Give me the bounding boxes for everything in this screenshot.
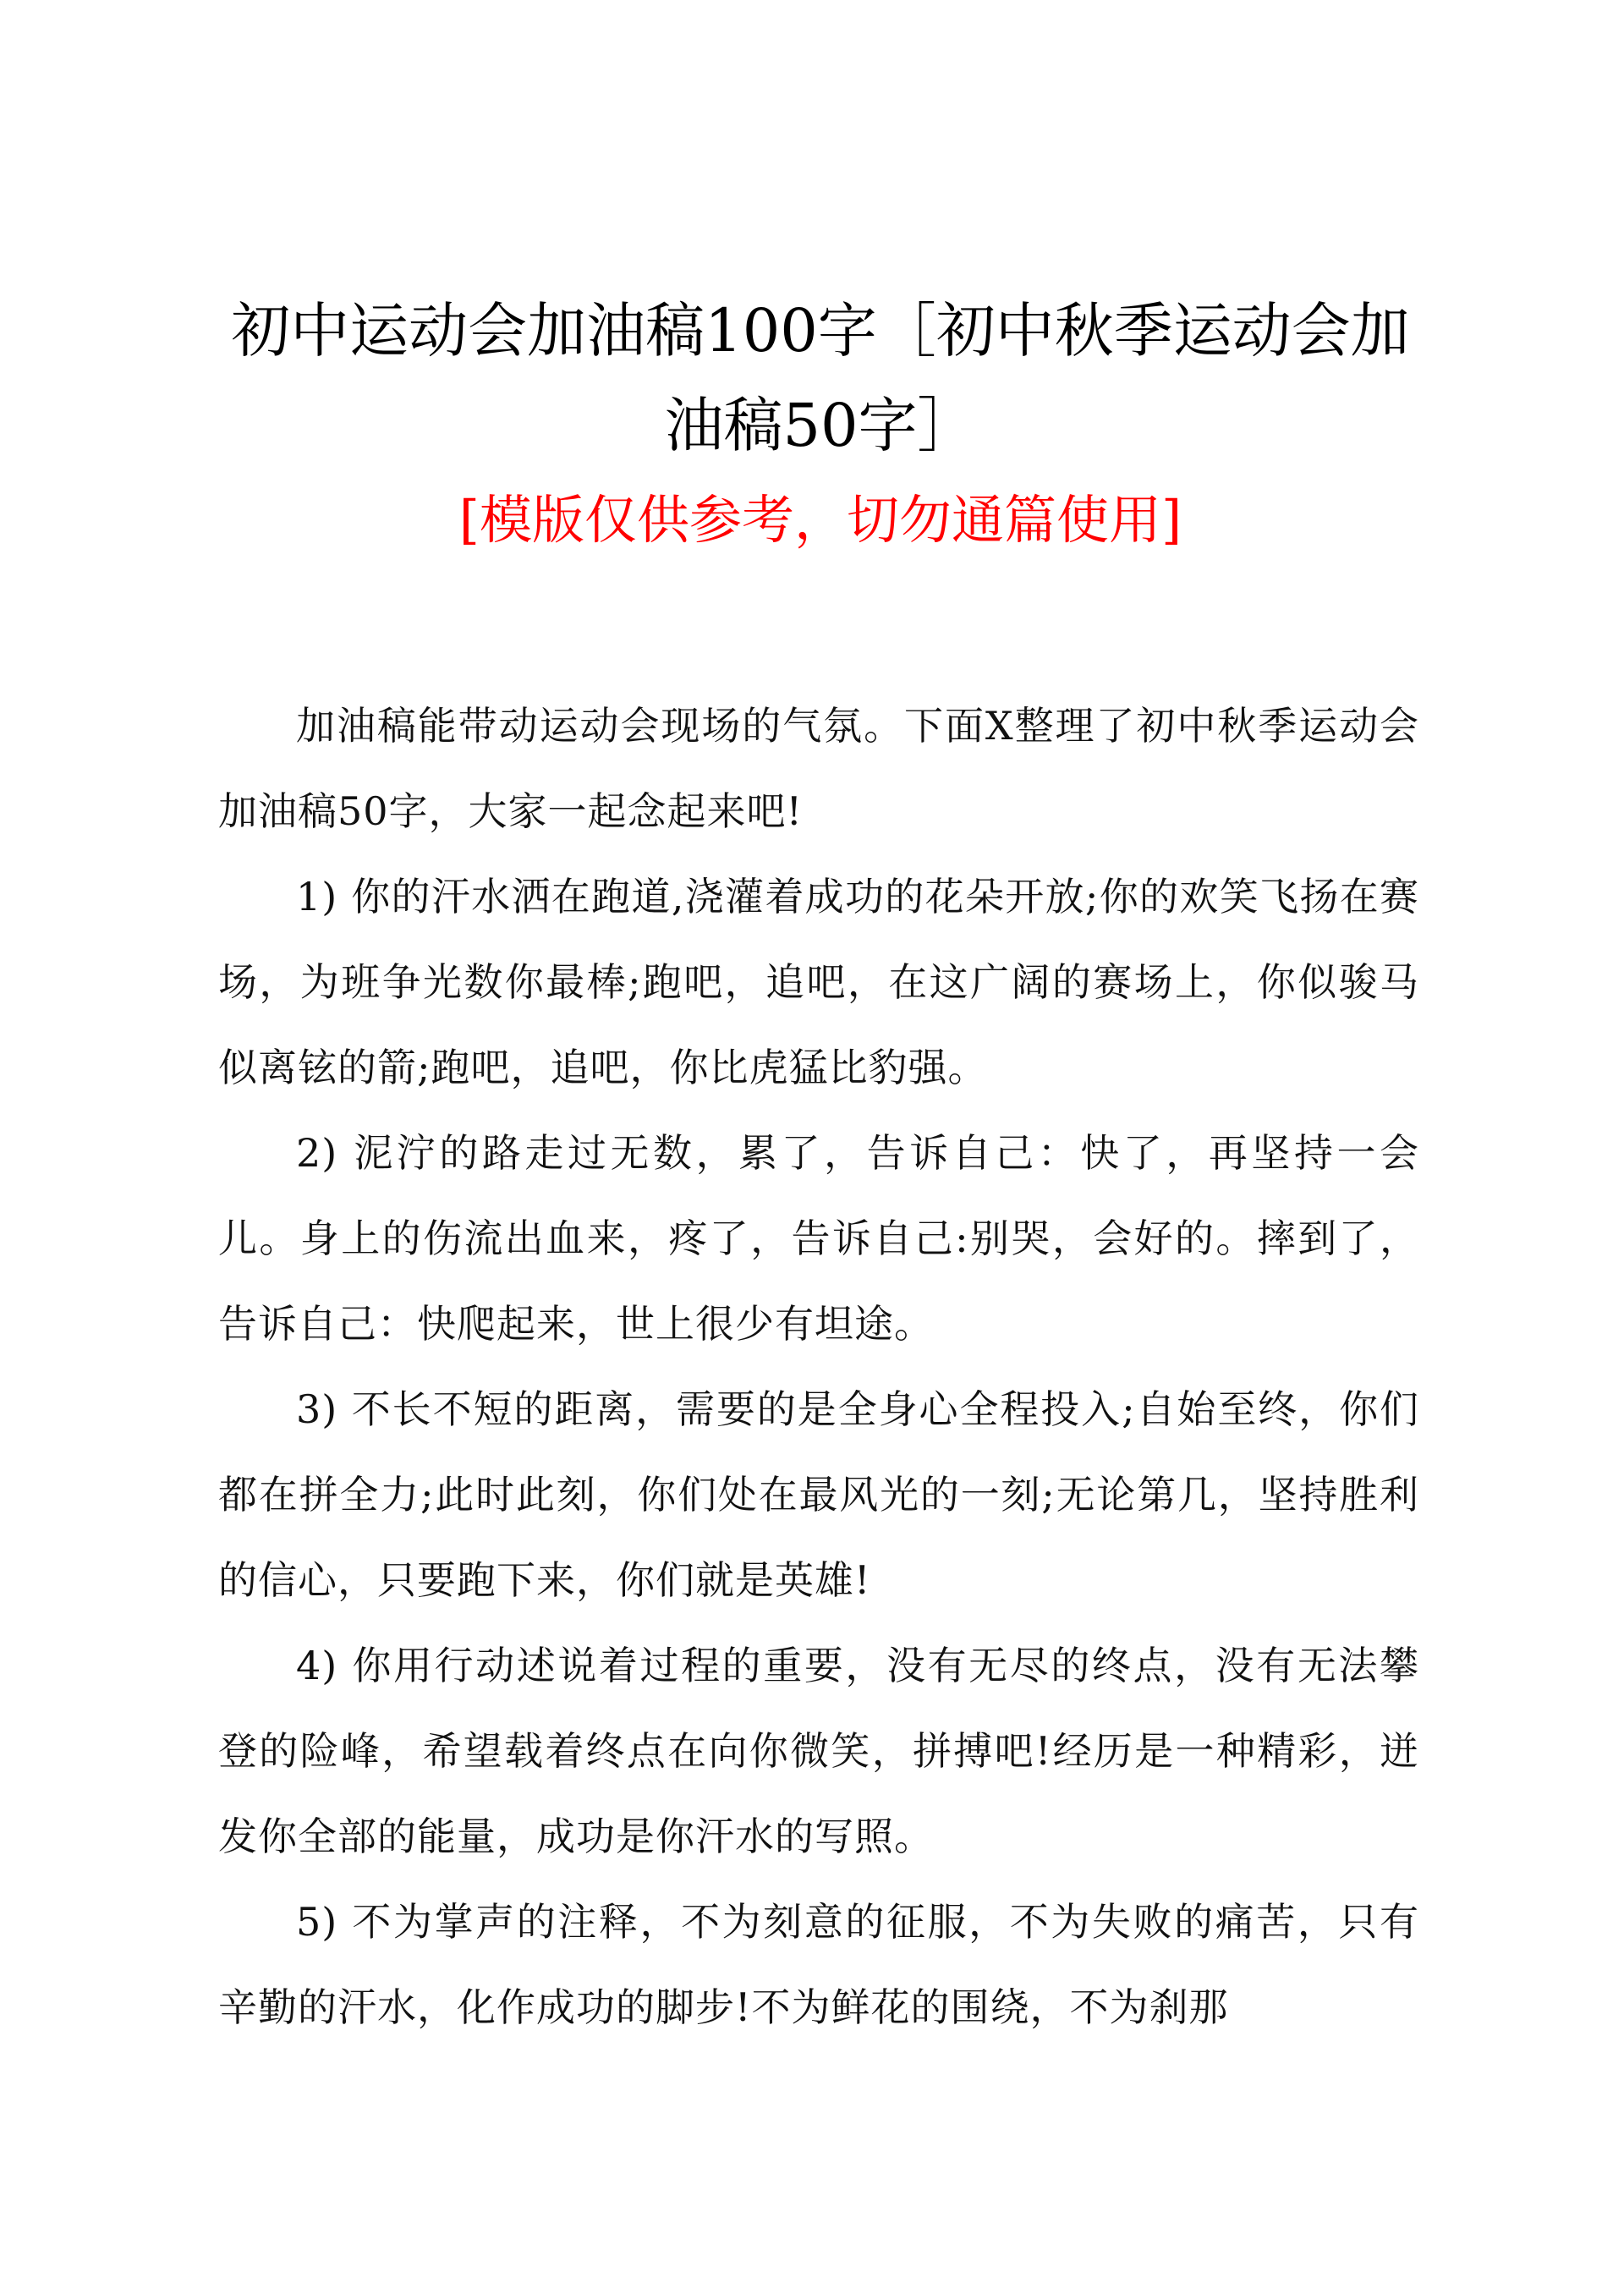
cheer-paragraph-3: 3) 不长不短的距离，需要的是全身心全程投入;自始至终，你们都在拼全力;此时此刻，你们处在最风光的一刻;无论第几，坚持胜利的信心，只要跑下来，你们就是英雄!	[218, 1386, 1419, 1603]
document-body	[218, 683, 1419, 2050]
cheer-paragraph-1: 1) 你的汗水洒在跑道,浇灌着成功的花朵开放;你的欢笑飞扬在赛场，为班争光数你最棒;跑吧，追吧，在这广阔的赛场上，你似骏马似离铉的箭;跑吧，追吧，你比虎猛比豹强。	[218, 874, 1419, 1090]
intro-paragraph: 加油稿能带动运动会现场的气氛。下面X整理了初中秋季运动会加油稿50字，大家一起念起来吧!	[218, 703, 1419, 834]
document-title: 初中运动会加油稿100字［初中秋季运动会加油稿50字］	[231, 296, 1410, 460]
cheer-paragraph-4: 4) 你用行动述说着过程的重要，没有无尽的终点，没有无法攀登的险峰，希望载着终点在向你微笑，拼搏吧!经历是一种精彩，迸发你全部的能量，成功是你汗水的写照。	[218, 1643, 1419, 1859]
template-notice: [模版仅供参考，切勿通篇使用]	[458, 489, 1182, 551]
cheer-paragraph-2: 2) 泥泞的路走过无数，累了，告诉自己：快了，再坚持一会儿。身上的伤流出血来，疼了，告诉自己:别哭，会好的。摔到了，告诉自己：快爬起来，世上很少有坦途。	[218, 1130, 1419, 1347]
cheer-paragraph-5: 5) 不为掌声的注释，不为刻意的征服，不为失败的痛苦，只有辛勤的汗水，化作成功的脚步!不为鲜花的围绕，不为刹那	[218, 1899, 1419, 2030]
